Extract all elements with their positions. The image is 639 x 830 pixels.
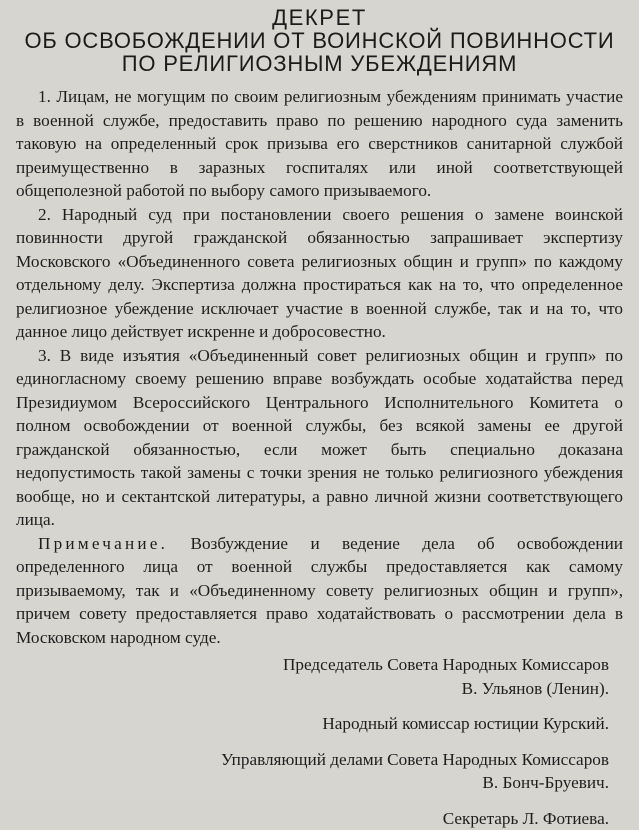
paragraph-1: 1. Лицам, не могущим по своим религиозным убеждениям принимать участие в военной службе, предоставить право по решению народного суда заменить таковую на определенный срок призыва его сверстников санитарной службой преимущественно в заразных госпиталях или иной соответствующей общеполезной работой по выбору самого призываемого.	[16, 85, 623, 203]
chair-title: Председатель Совета Народных Комиссаров	[16, 653, 609, 677]
paragraph-3: 3. В виде изъятия «Объединенный совет религиозных общин и групп» по единогласному своему решению вправе возбуждать особые ходатайства перед Президиумом Всероссийского Центрального Исполнительного Комитета о полном освобождении от военной службы, без всякой замены ее другой гражданской обязанностью, если может быть специально доказана недопустимость такой замены с точки зрения не только религиозного убеждения вообще, но и сектантской литературы, а равно личной жизни соответствующего лица.	[16, 344, 623, 532]
paragraph-2: 2. Народный суд при постановлении своего решения о замене воинской повинности другой гражданской обязанностью запрашивает экспертизу Московского «Объединенного совета религиозных общин и групп» по каждому отдельному делу. Экспертиза должна простираться как на то, что определенное религиозное убеждение исключает участие в военной службе, так и на то, что данное лицо действует искренне и добросовестно.	[16, 203, 623, 344]
manager-name: В. Бонч-Бруевич.	[16, 771, 609, 795]
note-paragraph	[16, 532, 623, 650]
manager-title: Управляющий делами Совета Народных Комиссаров	[16, 748, 609, 772]
decree-title-block	[16, 6, 623, 75]
signature-secretary	[16, 807, 623, 830]
signature-manager	[16, 748, 623, 795]
decree-subtitle-line-1: ОБ ОСВОБОЖДЕНИИ ОТ ВОИНСКОЙ ПОВИННОСТИ	[16, 29, 623, 52]
chair-name: В. Ульянов (Ленин).	[16, 677, 609, 701]
justice-commissar: Народный комиссар юстиции Курский.	[16, 712, 609, 736]
signature-justice	[16, 712, 623, 736]
note-label: Примечание.	[38, 534, 168, 553]
decree-subtitle-line-2: ПО РЕЛИГИОЗНЫМ УБЕЖДЕНИЯМ	[16, 52, 623, 75]
secretary: Секретарь Л. Фотиева.	[16, 807, 609, 830]
note-text: Возбуждение и ведение дела об освобождении определенного лица от военной службы предоставляется как самому призываемому, так и «Объединенному совету религиозных общин и групп», причем совету предоставляется право ходатайствовать о рассмотрении дела в Московском народном суде.	[16, 534, 623, 647]
signatures-block	[16, 653, 623, 830]
signature-chair	[16, 653, 623, 700]
decree-title: ДЕКРЕТ	[16, 6, 623, 29]
